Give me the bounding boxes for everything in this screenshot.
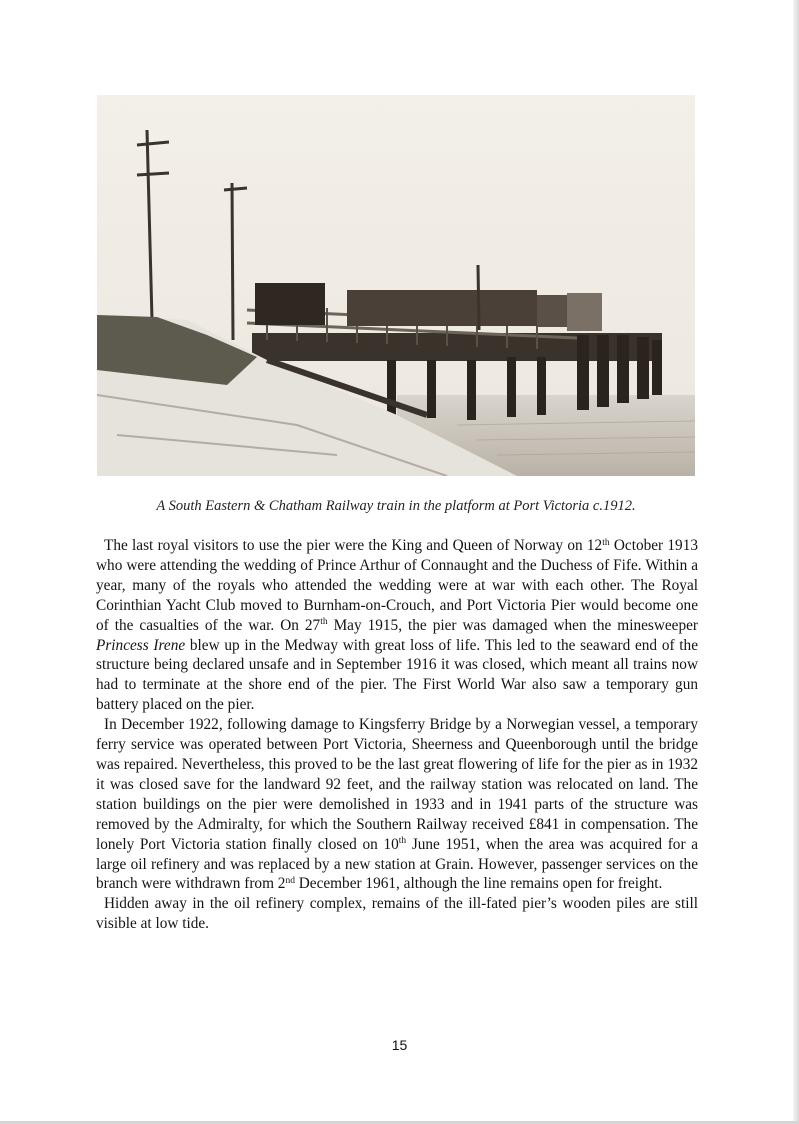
page-edge bbox=[793, 0, 799, 1124]
photo-caption: A South Eastern & Chatham Railway train in the platform at Port Victoria c.1912. bbox=[156, 498, 636, 514]
paragraph-2: In December 1922, following damage to Kingsferry Bridge by a Norwegian vessel, a temporary ferry service was operated between Port Victoria, Sheerness and Queenborough until the bridge was repaired. Nevertheless, this proved to be the last great flowering of life for the pier as in 1932 it was closed save for the landward 92 feet, and the railway station was relocated on land. The station buildings on the pier were demolished in 1933 and in 1941 parts of the structure was removed by the Admiralty, for which the Southern Railway received £841 in compensation. The lonely Port Victoria station finally closed on 10th June 1951, when the area was acquired for a large oil refinery and was replaced by a new station at Grain. However, passenger services on the branch were withdrawn from 2nd December 1961, although the line remains open for freight. bbox=[96, 716, 699, 893]
article-body bbox=[96, 536, 698, 934]
pier-photograph bbox=[97, 95, 695, 476]
paragraph-1: The last royal visitors to use the pier were the King and Queen of Norway on 12th October 1913 who were attending the wedding of Prince Arthur of Connaught and the Duchess of Fife. Within a year, many of the royals who attended the wedding were at war with each other. The Royal Corinthian Yacht Club moved to Burnham-on-Crouch, and Port Victoria Pier would become one of the casualties of the war. On 27th May 1915, the pier was damaged when the minesweeper Princess Irene blew up in the Medway with great loss of life. This led to the seaward end of the structure being declared unsafe and in September 1916 it was closed, which meant all trains now had to terminate at the shore end of the pier. The First World War also saw a temporary gun battery placed on the pier. bbox=[96, 537, 698, 714]
ship-name: Princess Irene bbox=[96, 636, 186, 654]
page-number: 15 bbox=[391, 1037, 408, 1053]
paragraph-3: Hidden away in the oil refinery complex, remains of the ill-fated pier’s wooden piles are still visible at low tide. bbox=[96, 895, 698, 933]
